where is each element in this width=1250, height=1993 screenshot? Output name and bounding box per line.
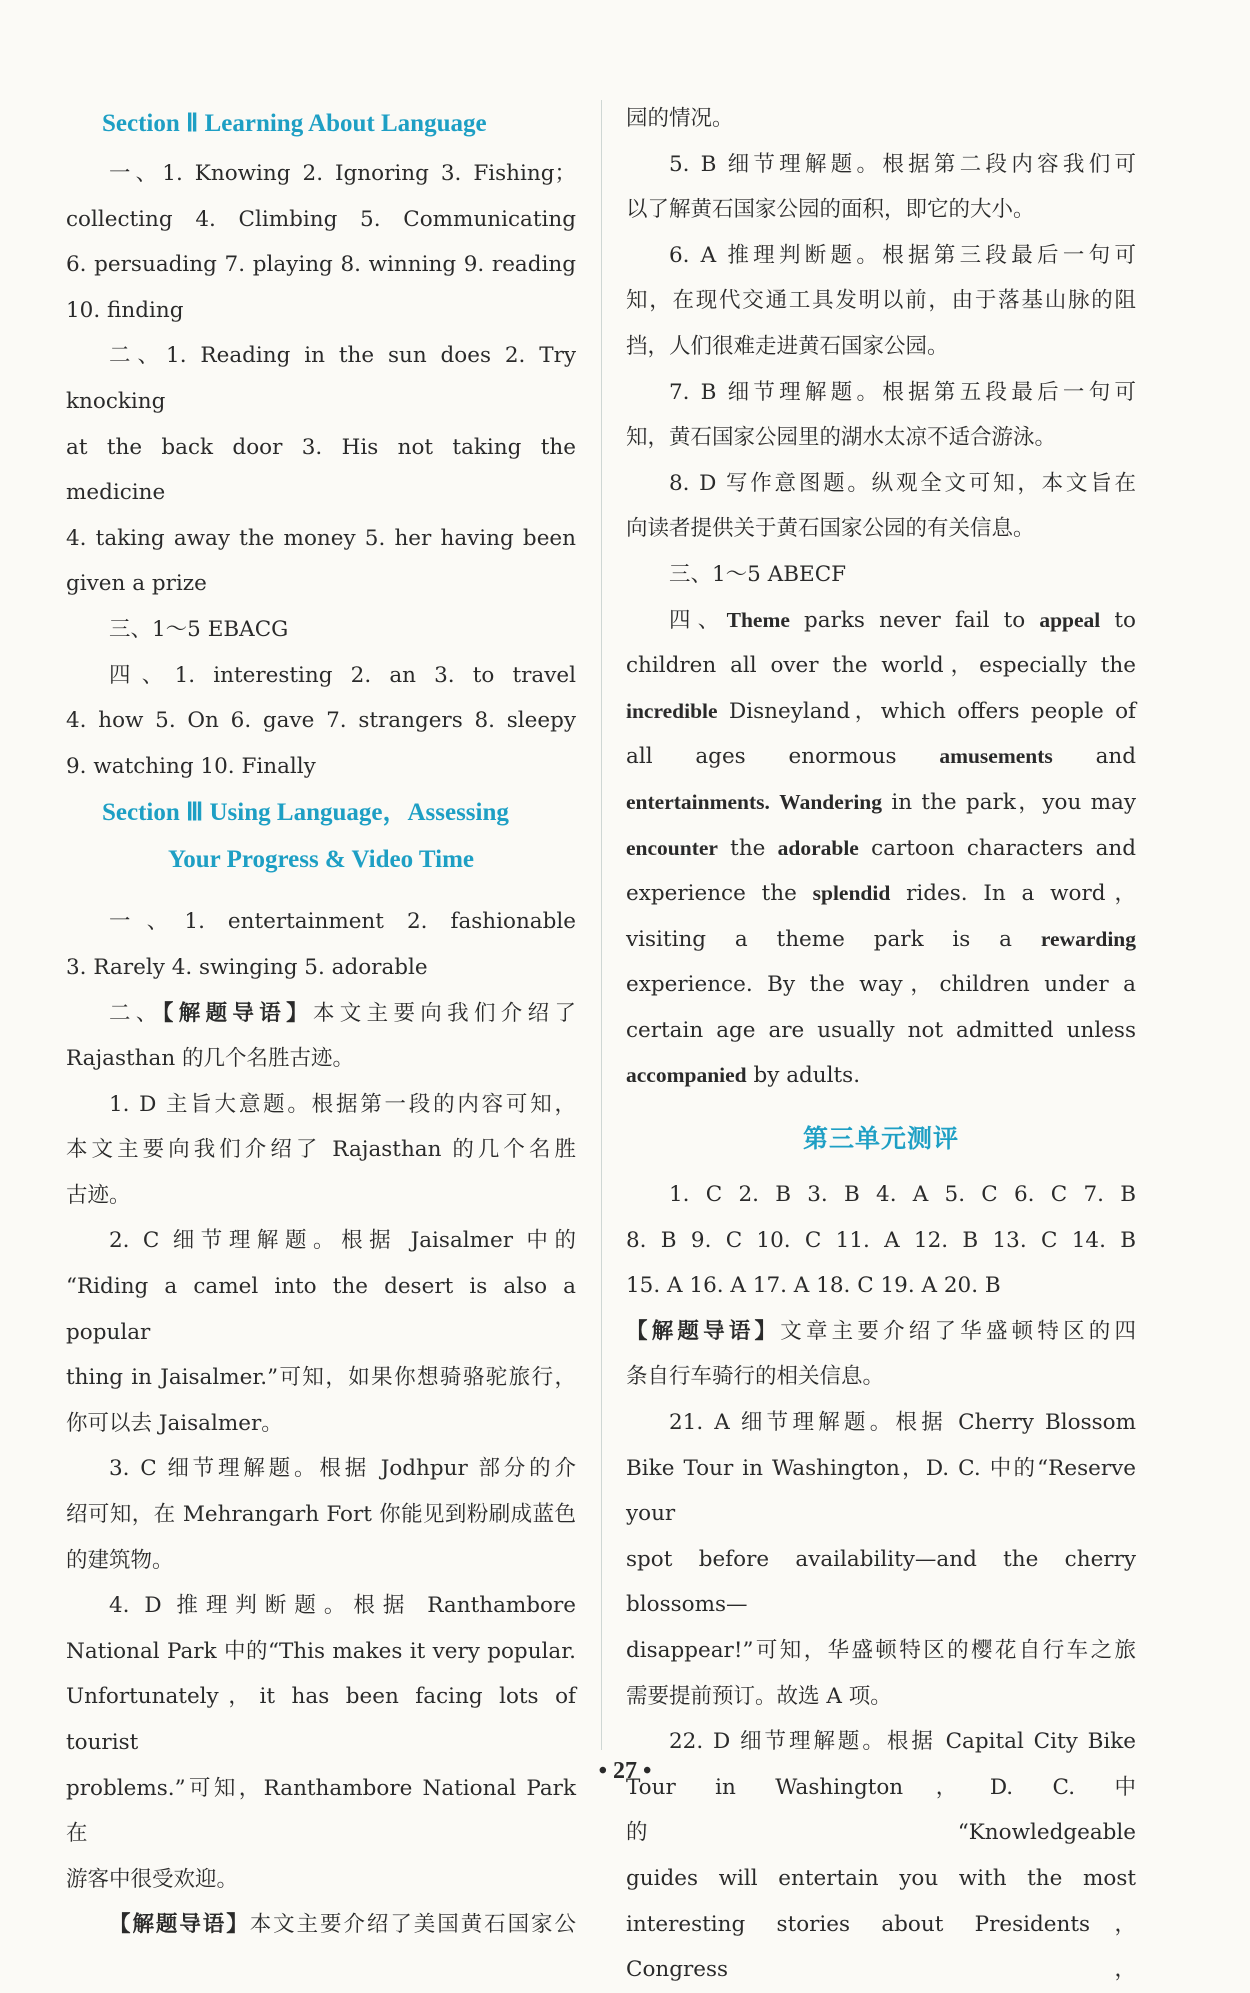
guide-label: 【解题导语】 xyxy=(626,1318,781,1344)
answer-line: 9. watching 10. Finally xyxy=(66,753,316,779)
answer-line: 的建筑物。 xyxy=(66,1547,174,1573)
answer-line: 本文主要向我们介绍了 Rajasthan 的几个名胜 xyxy=(66,1137,576,1163)
text: to children all over the world，especially the xyxy=(626,607,1137,679)
answer-line: 8. D 写作意图题。纵观全文可知，本文旨在 xyxy=(669,470,1136,496)
answer-line: interesting stories about Presidents，Congress， xyxy=(626,1911,1136,1983)
text: by adults. xyxy=(746,1063,861,1089)
keyword: encounter xyxy=(626,835,718,860)
answer-line: Tour in Washington，D. C. 中的“Knowledgeable xyxy=(626,1774,1136,1846)
guide-text: 文章主要介绍了华盛顿特区的四 xyxy=(780,1318,1136,1344)
answer-line: 以了解黄石国家公园的面积，即它的大小。 xyxy=(626,197,1035,223)
text: in the park，you may xyxy=(882,789,1136,815)
answer-line: 22. D 细节理解题。根据 Capital City Bike xyxy=(669,1729,1136,1755)
answer-line: 6. persuading 7. playing 8. winning 9. reading xyxy=(66,252,576,278)
keyword: amusements xyxy=(939,744,1053,769)
answer-line: 知，黄石国家公园里的湖水太凉不适合游泳。 xyxy=(626,425,1057,451)
answer-line: Unfortunately，it has been facing lots of tourist xyxy=(66,1684,576,1755)
answer-line: 四、1. interesting 2. an 3. to travel xyxy=(109,662,576,688)
answer-line: thing in Jaisalmer.”可知，如果你想骑骆驼旅行， xyxy=(66,1365,576,1391)
guide-text: 本文主要向我们介绍了 xyxy=(312,1000,576,1026)
section-2-title: Section Ⅱ Learning About Language xyxy=(102,110,487,137)
answer-line: 一、1. entertainment 2. fashionable xyxy=(109,909,576,935)
item-number: 二、 xyxy=(109,1000,163,1026)
keyword: entertainments. xyxy=(626,789,770,814)
keyword: splendid xyxy=(812,881,891,906)
section-3-subtitle: Your Progress & Video Time xyxy=(167,846,475,874)
text: and xyxy=(1052,744,1137,770)
keyword: rewarding xyxy=(1040,926,1136,951)
answer-line: 二、1. Reading in the sun does 2. Try knocking xyxy=(66,343,576,414)
column-divider xyxy=(601,100,602,1750)
answer-line: 3. Rarely 4. swinging 5. adorable xyxy=(66,954,428,980)
answer-line: 向读者提供关于黄石国家公园的有关信息。 xyxy=(626,516,1035,542)
answer-line: 知，在现代交通工具发明以前，由于落基山脉的阻 xyxy=(626,288,1136,314)
answer-line: 15. A 16. A 17. A 18. C 19. A 20. B xyxy=(626,1273,1001,1299)
text: cartoon characters and experience the xyxy=(626,835,1136,907)
answer-line: “Riding a camel into the desert is also a popular xyxy=(66,1274,576,1345)
answer-line: 你可以去 Jaisalmer。 xyxy=(66,1410,283,1436)
answer-line: 需要提前预订。故选 A 项。 xyxy=(626,1683,892,1709)
text: experience. By the way，children under a certain age are usually not admitted unless xyxy=(626,972,1136,1043)
keyword: Wandering xyxy=(779,789,882,814)
answer-line: 10. finding xyxy=(66,297,184,323)
keyword: incredible xyxy=(626,698,718,723)
answer-line: Rajasthan 的几个名胜古迹。 xyxy=(66,1046,355,1072)
answer-line: at the back door 3. His not taking the medicine xyxy=(66,434,576,506)
answer-line: 8. B 9. C 10. C 11. A 12. B 13. C 14. B xyxy=(626,1227,1136,1253)
answer-line: 7. B 细节理解题。根据第五段最后一句可 xyxy=(669,379,1136,405)
answer-line: National Park 中的“This makes it very popular. xyxy=(66,1638,576,1664)
answer-line: guides will entertain you with the most xyxy=(626,1865,1136,1891)
answer-line: 一、1. Knowing 2. Ignoring 3. Fishing； xyxy=(109,161,576,186)
left-column xyxy=(66,100,576,1948)
answer-line: collecting 4. Climbing 5. Communicating xyxy=(66,206,576,232)
answer-line: 古迹。 xyxy=(66,1182,131,1208)
answer-line: 三、1～5 EBACG xyxy=(109,616,289,642)
answer-line: Bike Tour in Washington，D. C. 中的“Reserve your xyxy=(626,1455,1136,1527)
guide-label: 【解题导语】 xyxy=(162,1000,313,1026)
answer-line: 挡，人们很难走进黄石国家公园。 xyxy=(626,333,949,359)
guide-text: 本文主要介绍了美国黄石国家公 xyxy=(249,1912,576,1938)
keyword: appeal xyxy=(1039,607,1101,632)
answer-line: 4. taking away the money 5. her having been xyxy=(66,525,576,551)
item-number: 四、 xyxy=(669,607,727,633)
answer-line: 1. D 主旨大意题。根据第一段的内容可知， xyxy=(109,1091,576,1117)
answer-line xyxy=(66,991,576,1037)
writing-paragraph xyxy=(626,598,1136,1100)
guide-label: 【解题导语】 xyxy=(109,1912,250,1938)
answer-line: 绍可知，在 Mehrangarh Fort 你能见到粉刷成蓝色 xyxy=(66,1502,576,1528)
text: parks never fail to xyxy=(789,607,1040,633)
answer-line: disappear!”可知，华盛顿特区的樱花自行车之旅 xyxy=(626,1638,1136,1663)
keyword: accompanied xyxy=(626,1063,747,1088)
answer-line: spot before availability—and the cherry blossoms— xyxy=(626,1546,1136,1618)
section-3-title: Section Ⅲ Using Language，Assessing xyxy=(102,799,509,827)
answer-line: 4. how 5. On 6. gave 7. strangers 8. sleepy xyxy=(66,708,576,734)
keyword: adorable xyxy=(777,835,859,860)
answer-line: 4. D 推理判断题。根据 Ranthambore xyxy=(109,1593,576,1619)
text: Disneyland，which offers people of all ages enormous xyxy=(626,698,1136,770)
answer-line: 2. C 细节理解题。根据 Jaisalmer 中的 xyxy=(109,1228,576,1254)
answer-line: 3. C 细节理解题。根据 Jodhpur 部分的介 xyxy=(109,1456,576,1482)
answer-line: 三、1～5 ABECF xyxy=(669,561,847,587)
answer-line: 6. A 推理判断题。根据第三段最后一句可 xyxy=(669,242,1136,268)
answer-line: 游客中很受欢迎。 xyxy=(66,1866,239,1892)
right-column xyxy=(626,96,1136,1993)
page-number: • 27 • xyxy=(598,1758,652,1784)
answer-line: 条自行车骑行的相关信息。 xyxy=(626,1364,885,1390)
text: the xyxy=(717,835,778,861)
answer-line xyxy=(66,1902,576,1948)
text: rides. In a word，visiting a theme park is a xyxy=(626,881,1136,952)
answer-line: 5. B 细节理解题。根据第二段内容我们可 xyxy=(669,151,1136,177)
answer-line: 园的情况。 xyxy=(626,106,734,131)
answer-line: 21. A 细节理解题。根据 Cherry Blossom xyxy=(669,1410,1136,1436)
answer-line: given a prize xyxy=(66,571,207,597)
answer-line: problems.”可知，Ranthambore National Park 在 xyxy=(66,1775,576,1847)
answer-line: 1. C 2. B 3. B 4. A 5. C 6. C 7. B xyxy=(669,1182,1136,1208)
keyword: Theme xyxy=(726,607,790,632)
text xyxy=(770,790,779,815)
answer-line xyxy=(626,1309,1136,1355)
unit-test-title: 第三单元测评 xyxy=(802,1124,959,1154)
